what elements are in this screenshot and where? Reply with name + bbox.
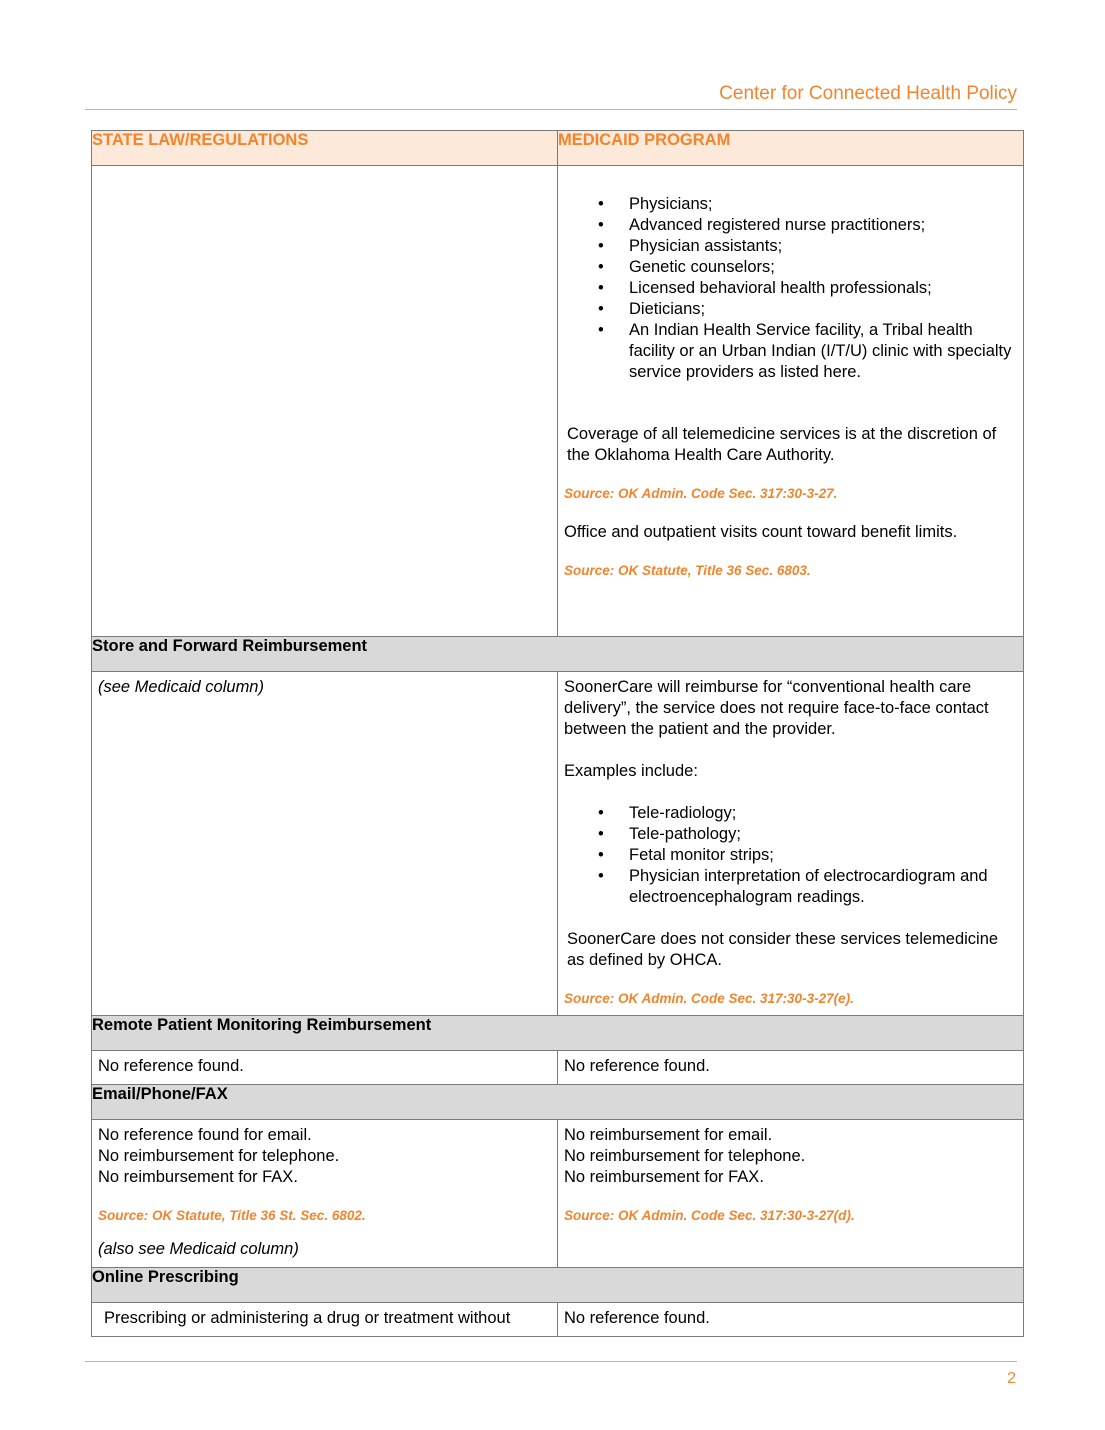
footer-divider (85, 1361, 1017, 1362)
table-row-email (92, 1120, 1024, 1268)
state-law-cell (92, 672, 558, 1016)
section-row-rpm (92, 1016, 1024, 1051)
table-row-store-forward (92, 672, 1024, 1016)
online-rx-state-text: Prescribing or administering a drug or treatment without (104, 1309, 511, 1327)
state-law-cell (92, 1051, 558, 1085)
medicaid-column-heading: MEDICAID PROGRAM (558, 131, 1024, 166)
provider-list (564, 194, 1017, 383)
examples-label: Examples include: (564, 762, 698, 780)
section-row-email (92, 1085, 1024, 1120)
store-forward-note: SoonerCare does not consider these services telemedicine as defined by OHCA. (567, 930, 999, 969)
state-law-cell (92, 1303, 558, 1337)
email-state-line: No reference found for email. (98, 1126, 312, 1144)
rpm-state-text: No reference found. (98, 1057, 244, 1075)
email-state-line: No reimbursement for telephone. (98, 1147, 340, 1165)
store-forward-intro: SoonerCare will reimburse for “conventional health care delivery”, the service does not require face-to-face contact between the patient and the provider. (564, 678, 989, 738)
section-row-online-rx (92, 1268, 1024, 1303)
source-citation: Source: OK Admin. Code Sec. 317:30-3-27(e). (564, 991, 854, 1006)
list-item: • Physician assistants; (629, 236, 1017, 257)
table-row-continued (92, 166, 1024, 637)
section-heading: Remote Patient Monitoring Reimbursement (92, 1016, 1024, 1051)
see-medicaid-note: (also see Medicaid column) (98, 1240, 299, 1258)
email-state-line: No reimbursement for FAX. (98, 1168, 298, 1186)
list-item: • Advanced registered nurse practitioners; (629, 215, 1017, 236)
medicaid-cell-continued (558, 166, 1024, 637)
email-medicaid-line: No reimbursement for email. (564, 1126, 773, 1144)
list-item: • An Indian Health Service facility, a Tribal health facility or an Urban Indian (I/T/U) clinic with specialty service providers as listed here. (629, 320, 1017, 383)
list-item: • Physicians; (629, 194, 1017, 215)
rpm-medicaid-text: No reference found. (564, 1057, 710, 1075)
medicaid-cell (558, 1303, 1024, 1337)
header-divider (85, 109, 1017, 110)
list-item: • Fetal monitor strips; (629, 845, 1017, 866)
online-rx-medicaid-text: No reference found. (564, 1309, 710, 1327)
policy-table (91, 130, 1024, 1337)
medicaid-cell (558, 672, 1024, 1016)
table-row-rpm (92, 1051, 1024, 1085)
see-medicaid-note: (see Medicaid column) (98, 678, 264, 696)
email-medicaid-line: No reimbursement for FAX. (564, 1168, 764, 1186)
source-citation: Source: OK Admin. Code Sec. 317:30-3-27. (564, 486, 838, 501)
section-heading: Online Prescribing (92, 1268, 1024, 1303)
list-item: • Tele-pathology; (629, 824, 1017, 845)
list-item: • Genetic counselors; (629, 257, 1017, 278)
table-column-headers (92, 131, 1024, 166)
list-item: • Dieticians; (629, 299, 1017, 320)
coverage-text: Coverage of all telemedicine services is at the discretion of the Oklahoma Health Care Authority. (567, 425, 997, 464)
table-row-online-rx (92, 1303, 1024, 1337)
state-law-column-heading: STATE LAW/REGULATIONS (92, 131, 558, 166)
source-citation: Source: OK Admin. Code Sec. 317:30-3-27(d). (564, 1208, 855, 1223)
section-heading: Store and Forward Reimbursement (92, 637, 1024, 672)
medicaid-cell (558, 1120, 1024, 1268)
page-number: 2 (1007, 1370, 1016, 1387)
list-item: • Licensed behavioral health professionals; (629, 278, 1017, 299)
section-row-store-forward (92, 637, 1024, 672)
examples-list (564, 803, 1017, 908)
section-heading: Email/Phone/FAX (92, 1085, 1024, 1120)
source-citation: Source: OK Statute, Title 36 St. Sec. 6802. (98, 1208, 366, 1223)
list-item: • Physician interpretation of electrocardiogram and electroencephalogram readings. (629, 866, 1017, 908)
document-header-title: Center for Connected Health Policy (719, 83, 1017, 104)
source-citation: Source: OK Statute, Title 36 Sec. 6803. (564, 563, 811, 578)
email-medicaid-line: No reimbursement for telephone. (564, 1147, 806, 1165)
benefit-limits-text: Office and outpatient visits count toward benefit limits. (564, 523, 958, 541)
state-law-cell (92, 1120, 558, 1268)
list-item: • Tele-radiology; (629, 803, 1017, 824)
medicaid-cell (558, 1051, 1024, 1085)
state-law-cell-empty (92, 166, 558, 637)
